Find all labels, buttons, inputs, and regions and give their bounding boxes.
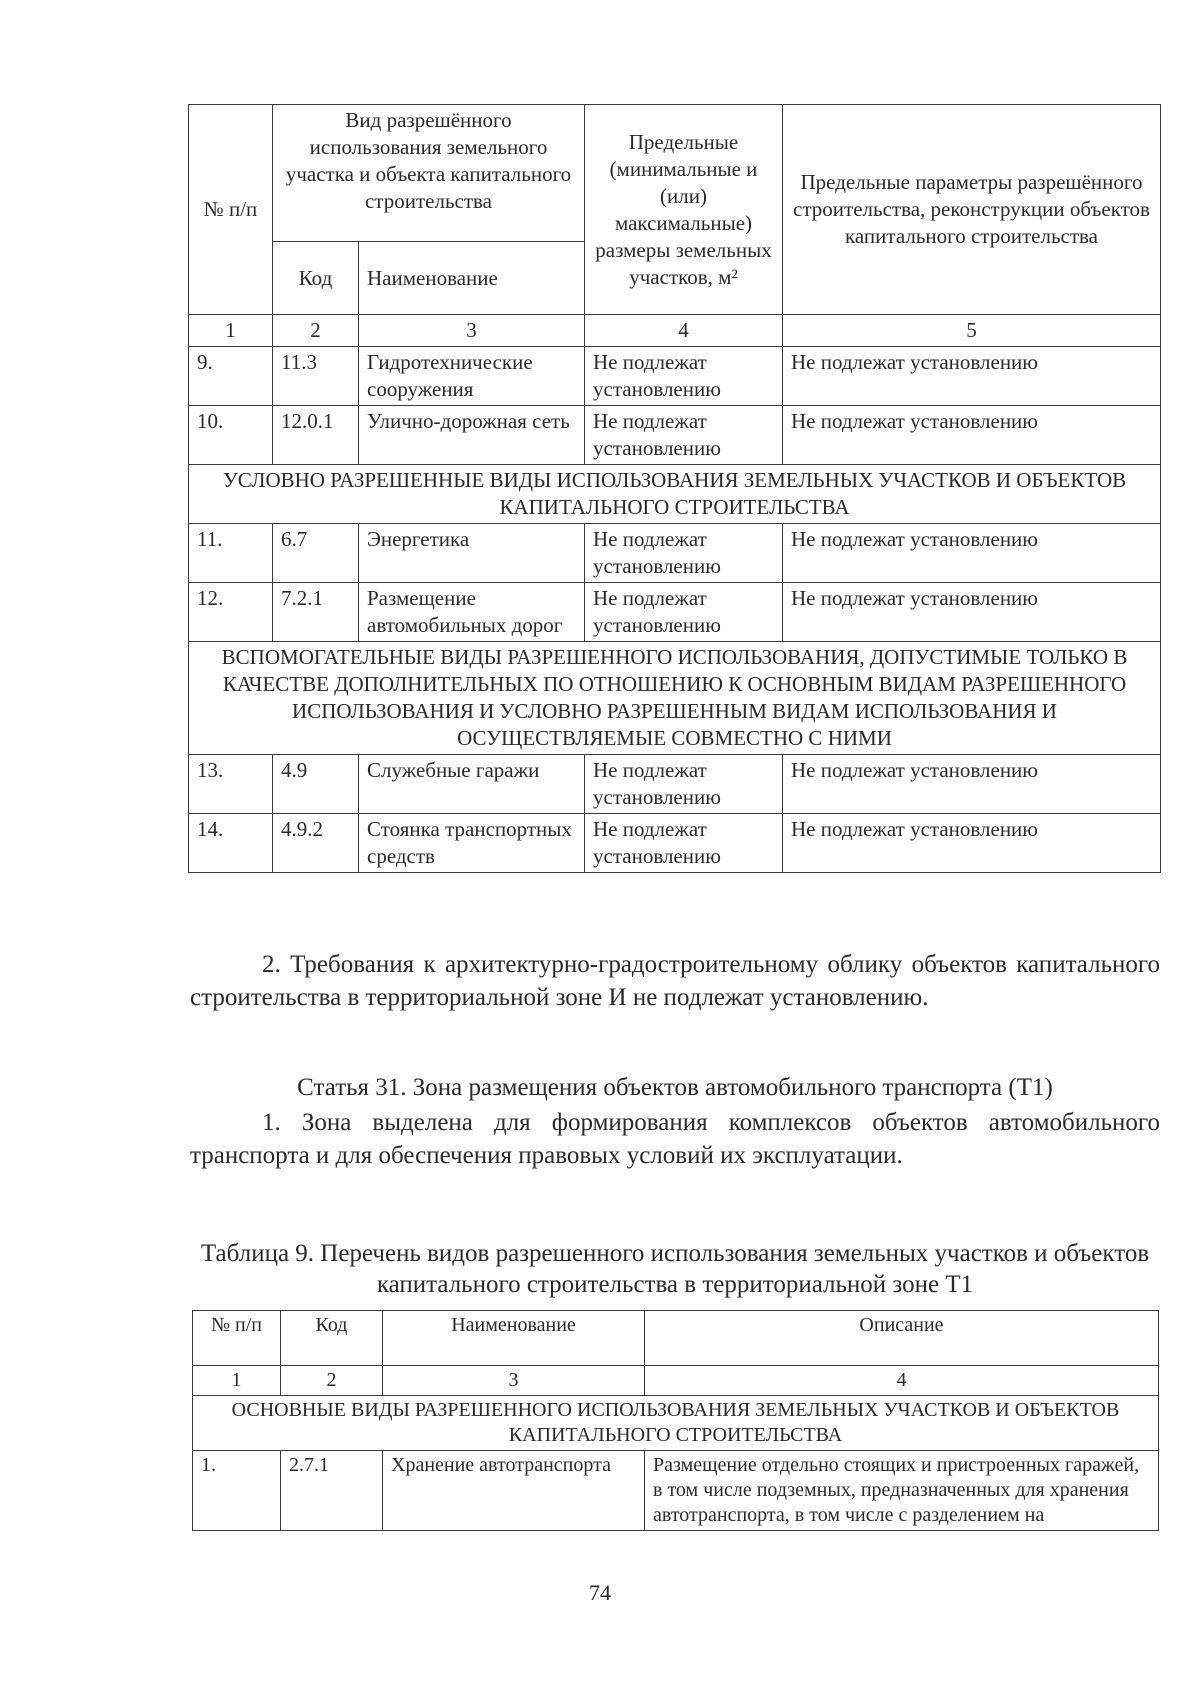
- row-num: 9.: [189, 347, 273, 406]
- row-name: Стоянка транспортных средств: [359, 814, 585, 873]
- row-sizes: Не подлежат установлению: [585, 583, 783, 642]
- row-name: Размещение автомобильных дорог: [359, 583, 585, 642]
- col-number: 2: [273, 315, 359, 347]
- header-name: Наименование: [383, 1311, 645, 1366]
- row-sizes: Не подлежат установлению: [585, 524, 783, 583]
- col-number: 2: [281, 1366, 383, 1396]
- col-number: 3: [383, 1366, 645, 1396]
- row-name: Улично-дорожная сеть: [359, 406, 585, 465]
- row-num: 13.: [189, 755, 273, 814]
- land-use-table-zone-i: [188, 104, 1161, 873]
- row-name: Энергетика: [359, 524, 585, 583]
- col-number: 3: [359, 315, 585, 347]
- table-row: [189, 406, 1161, 465]
- table-row: [189, 755, 1161, 814]
- column-numbers-row: [193, 1366, 1159, 1396]
- table-row: [189, 814, 1161, 873]
- row-code: 7.2.1: [273, 583, 359, 642]
- header-num: № п/п: [193, 1311, 281, 1366]
- section-row: [189, 642, 1161, 755]
- col-number: 5: [783, 315, 1161, 347]
- row-num: 11.: [189, 524, 273, 583]
- header-name: Наименование: [359, 242, 585, 315]
- table-row: [189, 347, 1161, 406]
- row-num: 12.: [189, 583, 273, 642]
- table-9-caption: Таблица 9. Перечень видов разрешенного использования земельных участков и объектов капитального строительства в территориальной зоне Т1: [200, 1240, 1150, 1298]
- section-auxiliary: ВСПОМОГАТЕЛЬНЫЕ ВИДЫ РАЗРЕШЕННОГО ИСПОЛЬЗОВАНИЯ, ДОПУСТИМЫЕ ТОЛЬКО В КАЧЕСТВЕ ДОПОЛНИТЕЛЬНЫХ ПО ОТНОШЕНИЮ К ОСНОВНЫМ ВИДАМ РАЗРЕШЕННОГО ИСПОЛЬЗОВАНИЯ И УСЛОВНО РАЗРЕШЕННЫМ ВИДАМ ИСПОЛЬЗОВАНИЯ И ОСУЩЕСТВЛЯЕМЫЕ СОВМЕСТНО С НИМИ: [189, 642, 1161, 755]
- row-name: Хранение автотранспорта: [383, 1451, 645, 1531]
- row-params: Не подлежат установлению: [783, 583, 1161, 642]
- article-31-title: Статья 31. Зона размещения объектов автомобильного транспорта (Т1): [297, 1074, 1053, 1101]
- col-number: 1: [193, 1366, 281, 1396]
- row-params: Не подлежат установлению: [783, 347, 1161, 406]
- row-code: 11.3: [273, 347, 359, 406]
- section-row: [189, 465, 1161, 524]
- row-params: Не подлежат установлению: [783, 755, 1161, 814]
- header-num: № п/п: [189, 105, 273, 315]
- section-main: ОСНОВНЫЕ ВИДЫ РАЗРЕШЕННОГО ИСПОЛЬЗОВАНИЯ ЗЕМЕЛЬНЫХ УЧАСТКОВ И ОБЪЕКТОВ КАПИТАЛЬНОГО СТРОИТЕЛЬСТВА: [193, 1396, 1159, 1451]
- row-params: Не подлежат установлению: [783, 406, 1161, 465]
- row-code: 6.7: [273, 524, 359, 583]
- table-row: [193, 1451, 1159, 1531]
- row-code: 4.9.2: [273, 814, 359, 873]
- table-header-row: [189, 105, 1161, 242]
- col-number: 4: [645, 1366, 1159, 1396]
- row-sizes: Не подлежат установлению: [585, 755, 783, 814]
- land-use-table-zone-t1: [192, 1310, 1159, 1531]
- row-sizes: Не подлежат установлению: [585, 347, 783, 406]
- table-row: [189, 583, 1161, 642]
- header-sizes: Предельные (минимальные и (или) максимальные) размеры земельных участков, м²: [585, 105, 783, 315]
- page-number: 74: [589, 1580, 611, 1605]
- section-conditional: УСЛОВНО РАЗРЕШЕННЫЕ ВИДЫ ИСПОЛЬЗОВАНИЯ ЗЕМЕЛЬНЫХ УЧАСТКОВ И ОБЪЕКТОВ КАПИТАЛЬНОГО СТРОИТЕЛЬСТВА: [189, 465, 1161, 524]
- row-code: 4.9: [273, 755, 359, 814]
- row-num: 1.: [193, 1451, 281, 1531]
- header-params: Предельные параметры разрешённого строительства, реконструкции объектов капитального строительства: [783, 105, 1161, 315]
- row-num: 10.: [189, 406, 273, 465]
- row-sizes: Не подлежат установлению: [585, 406, 783, 465]
- row-code: 2.7.1: [281, 1451, 383, 1531]
- row-name: Гидротехнические сооружения: [359, 347, 585, 406]
- col-number: 4: [585, 315, 783, 347]
- article-31-paragraph-1: 1. Зона выделена для формирования комплексов объектов автомобильного транспорта и для обеспечения правовых условий их эксплуатации.: [190, 1109, 1160, 1169]
- paragraph-2-requirements: 2. Требования к архитектурно-градостроительному облику объектов капитального строительства в территориальной зоне И не подлежат установлению.: [190, 951, 1160, 1011]
- header-code: Код: [273, 242, 359, 315]
- header-kind-group: Вид разрешённого использования земельного участка и объекта капитального строительства: [273, 105, 585, 242]
- table-header-row: [193, 1311, 1159, 1366]
- table-row: [189, 524, 1161, 583]
- row-num: 14.: [189, 814, 273, 873]
- row-code: 12.0.1: [273, 406, 359, 465]
- row-sizes: Не подлежат установлению: [585, 814, 783, 873]
- header-code: Код: [281, 1311, 383, 1366]
- row-description: Размещение отдельно стоящих и пристроенных гаражей, в том числе подземных, предназначенных для хранения автотранспорта, в том числе с разделением на: [645, 1451, 1159, 1531]
- row-params: Не подлежат установлению: [783, 814, 1161, 873]
- column-numbers-row: [189, 315, 1161, 347]
- row-name: Служебные гаражи: [359, 755, 585, 814]
- col-number: 1: [189, 315, 273, 347]
- header-description: Описание: [645, 1311, 1159, 1366]
- row-params: Не подлежат установлению: [783, 524, 1161, 583]
- section-row: [193, 1396, 1159, 1451]
